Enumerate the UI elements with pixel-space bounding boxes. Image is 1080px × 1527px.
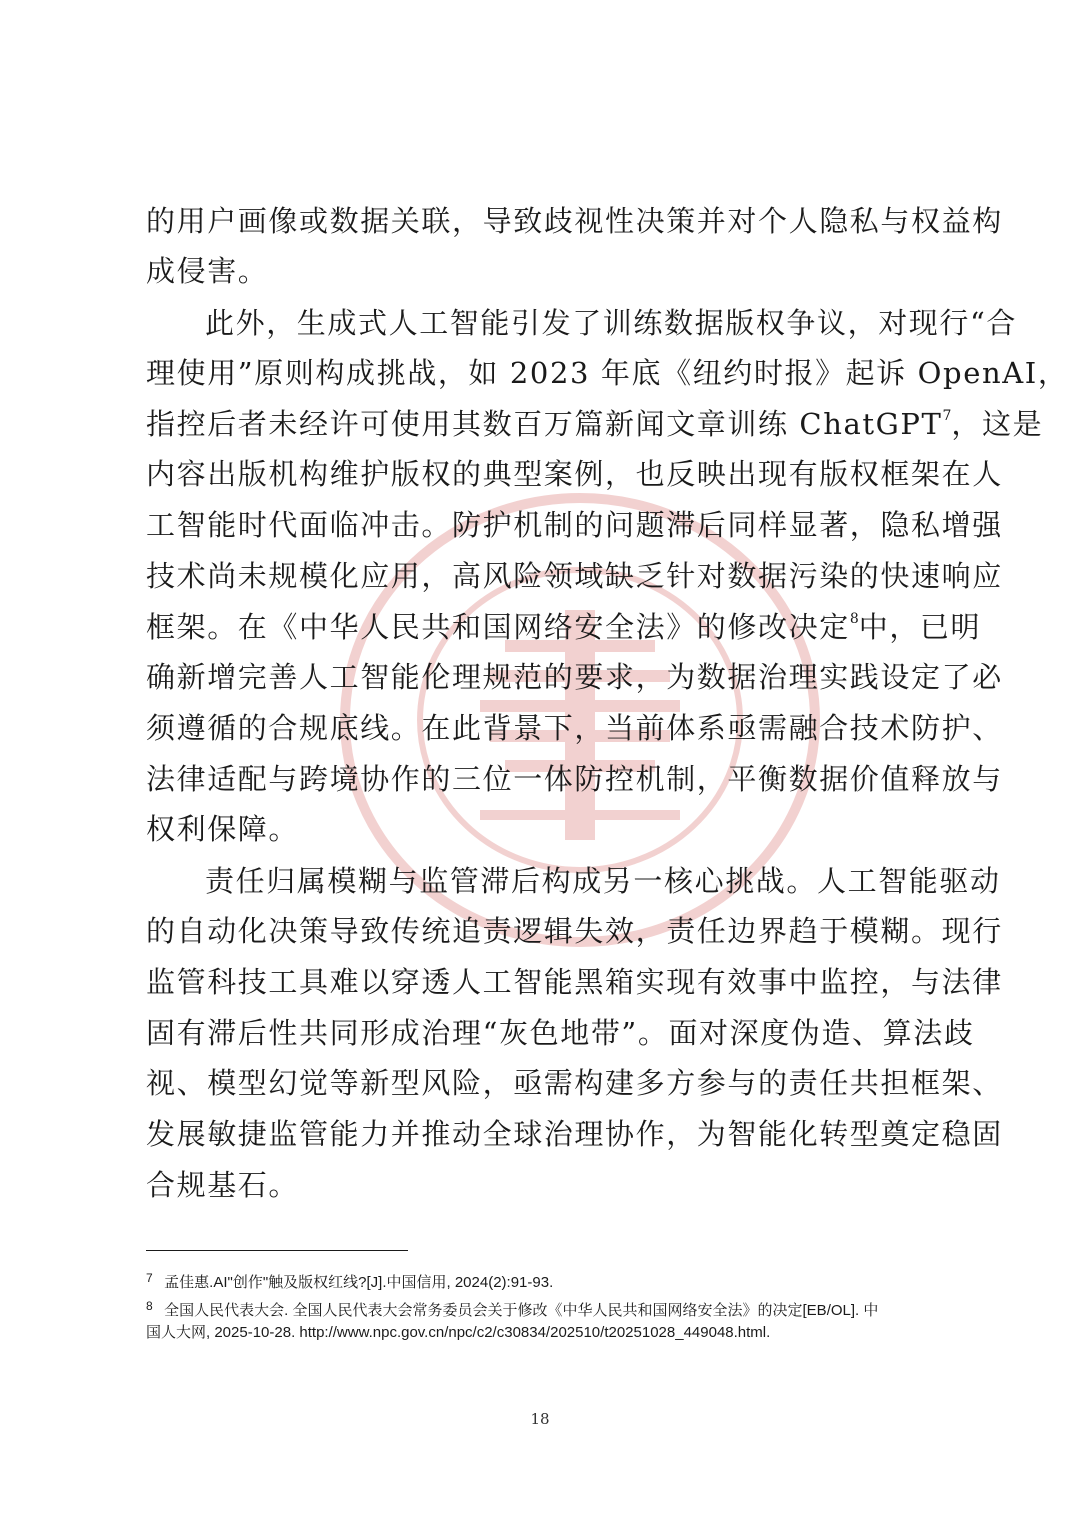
footnote-text: 全国人民代表大会. 全国人民代表大会常务委员会关于修改《中华人民共和国网络安全法》的决定[EB/OL]. 中	[164, 1302, 879, 1319]
body-line: 权利保障。	[146, 812, 300, 846]
body-line: 法律适配与跨境协作的三位一体防控机制，平衡数据价值释放与	[146, 762, 1003, 796]
footnote-ref: 8	[849, 611, 859, 627]
body-line: 成侵害。	[146, 254, 269, 288]
body-line: 发展敏捷监管能力并推动全球治理协作，为智能化转型奠定稳固	[146, 1117, 1003, 1151]
footnote-text: 孟佳惠.AI"创作"触及版权红线?[J].中国信用, 2024(2):91-93.	[164, 1274, 554, 1291]
body-line	[146, 602, 982, 652]
footnote-8-continued	[146, 1320, 946, 1346]
body-line: 视、模型幻觉等新型风险，亟需构建多方参与的责任共担框架、	[146, 1066, 1003, 1100]
footnote-number: 7	[146, 1271, 153, 1285]
body-line: 固有滞后性共同形成治理“灰色地带”。面对深度伪造、算法歧	[146, 1016, 975, 1050]
body-line-text: 框架。在《中华人民共和国网络安全法》的修改决定	[146, 610, 850, 644]
footnote-7	[146, 1265, 946, 1296]
body-line: 确新增完善人工智能伦理规范的要求，为数据治理实践设定了必	[146, 660, 1003, 694]
body-line: 理使用”原则构成挑战，如 2023 年底《纽约时报》起诉 OpenAI，	[146, 356, 1069, 390]
body-line: 的用户画像或数据关联，导致歧视性决策并对个人隐私与权益构	[146, 204, 1003, 238]
body-line: 内容出版机构维护版权的典型案例，也反映出现有版权框架在人	[146, 457, 1003, 491]
body-line: 合规基石。	[146, 1168, 300, 1202]
body-line: 工智能时代面临冲击。防护机制的问题滞后同样显著，隐私增强	[146, 508, 1003, 542]
body-line: 技术尚未规模化应用，高风险领域缺乏针对数据污染的快速响应	[146, 559, 1003, 593]
footnote-ref: 7	[942, 408, 952, 424]
body-line: 监管科技工具难以穿透人工智能黑箱实现有效事中监控，与法律	[146, 965, 1003, 999]
body-line-tail: 中，已明	[858, 610, 982, 644]
body-line: 的自动化决策导致传统追责逻辑失效，责任边界趋于模糊。现行	[146, 914, 1003, 948]
footnote-divider	[146, 1250, 408, 1251]
body-line: 须遵循的合规底线。在此背景下，当前体系亟需融合技术防护、	[146, 711, 1003, 745]
body-line-text: 指控后者未经许可使用其数百万篇新闻文章训练 ChatGPT	[146, 407, 943, 441]
body-line-tail: ，这是	[951, 407, 1044, 441]
body-line	[146, 399, 1044, 449]
body-line: 此外，生成式人工智能引发了训练数据版权争议，对现行“合	[205, 306, 1018, 340]
page-number: 18	[530, 1410, 550, 1428]
footnote-number: 8	[146, 1299, 153, 1313]
footnote-text: 国人大网, 2025-10-28. http://www.npc.gov.cn/npc/c2/c30834/202510/t20251028_449048.html.	[146, 1324, 771, 1341]
body-line: 责任归属模糊与监管滞后构成另一核心挑战。人工智能驱动	[205, 864, 1001, 898]
